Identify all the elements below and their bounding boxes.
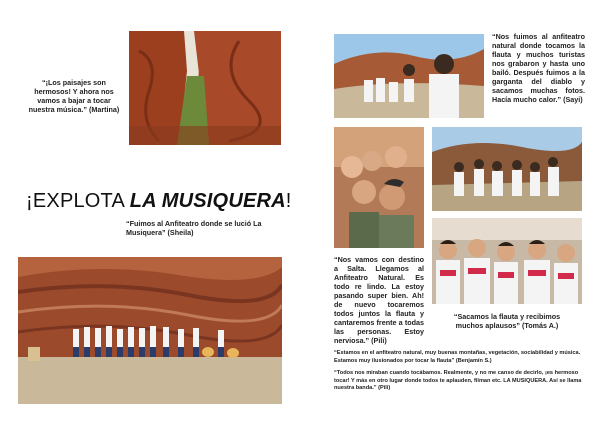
quote-sayi: “Nos fuimos al anfiteatro natural donde tocamos la flauta y muchos turistas nos grabaron y hasta uno bailó. Después fuimos a la garganta del diablo y sacamos muchas fotos. Hacía mucho calor.” (Sayi) (492, 32, 585, 104)
amphitheater-photo (18, 257, 282, 404)
quote-pili: “Nos vamos con destino a Salta. Llegamos al Anfiteatro Natural. Es todo re lindo. La estoy pasando super bien. Ah! de nuevo tocaremos todos juntos la flauta y cantaremos frente a todas las personas. Estoy nerviosa.” (Pili) (334, 255, 424, 345)
quote-tomas: “Sacamos la flauta y recibimos muchos aplausos” (Tomás A.) (453, 312, 561, 330)
page-title (26, 190, 292, 213)
group-hill-photo (334, 34, 484, 118)
headline-accent: LA MUSIQUERA (129, 190, 286, 212)
headline-prefix: ¡EXPLOTA (26, 190, 130, 212)
right-page (300, 0, 600, 424)
quote-amphitheater: “Fuimos al Anfiteatro donde se lució La Musiquera” (Sheila) (126, 219, 262, 237)
bus-group-photo (432, 218, 582, 304)
footer-quote-pili: “Todos nos miraban cuando tocábamos. Realmente, y no me canso de decirlo, ¡es hermoso tocar! Y más en otro lugar donde todos te aplauden, filman etc. LA MUSIQUERA. Así se llama nuestra banda.” (Pili) (334, 370, 582, 392)
footer-quote-benjamin: “Estamos en el anfiteatro natural, muy buenas montañas, vegetación, sociabilidad y música. Estamos muy ilusionados por tocar la flauta” (Benjamín S.) (334, 350, 581, 364)
selfie-photo (334, 127, 424, 248)
canyon-photo (129, 31, 281, 145)
headline-suffix: ! (285, 190, 292, 212)
trail-group-photo (432, 127, 582, 211)
quote-landscape: “¡Los paisajes son hermosos! Y ahora nos vamos a bajar a tocar nuestra música.” (Martina) (28, 78, 120, 114)
